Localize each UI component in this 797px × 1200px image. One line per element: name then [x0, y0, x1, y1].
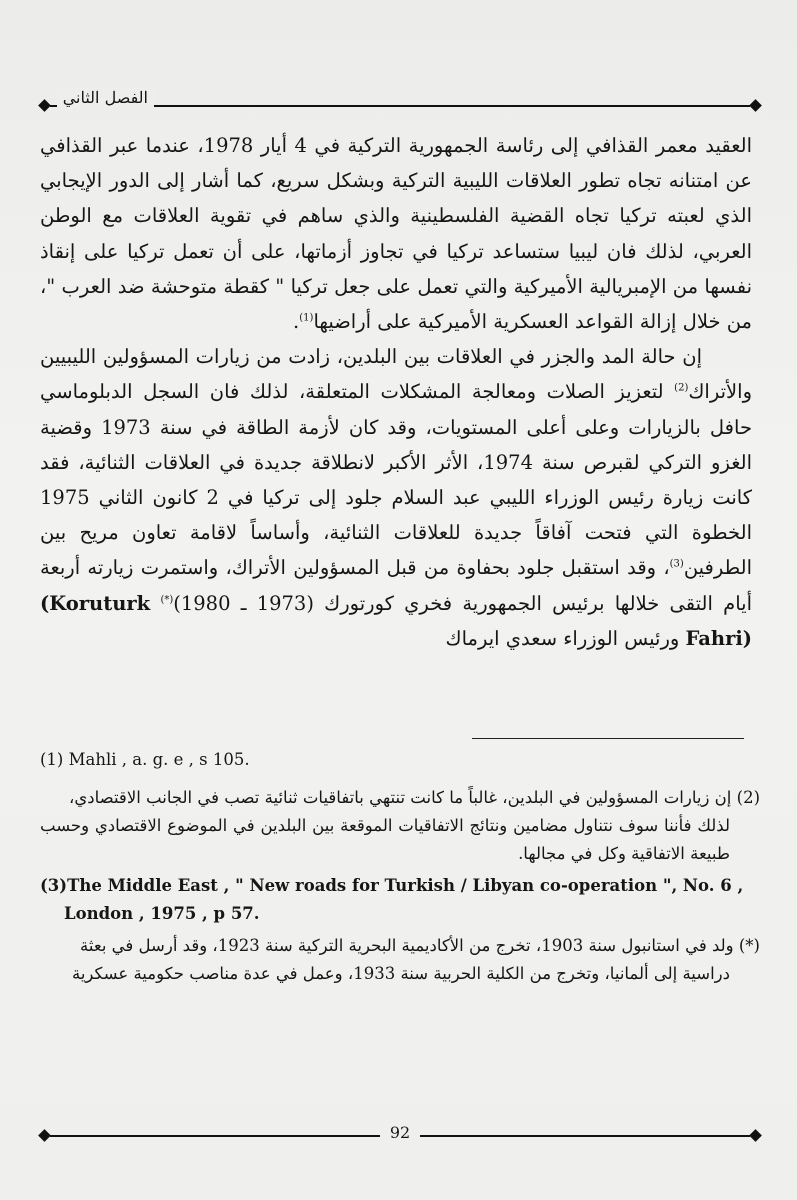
footnote-3-line-2: London , 1975 , p 57.: [64, 904, 260, 923]
footer-left-diamond-icon: [38, 1129, 51, 1142]
footnote-separator: [472, 738, 744, 739]
paragraph-2-part-d: ورئيس الوزراء سعدي ايرماك: [445, 626, 686, 650]
header-left-diamond-icon: [38, 99, 51, 112]
running-header: [40, 90, 760, 120]
paragraph-2-part-b: لتعزيز الصلات ومعالجة المشكلات المتعلقة، لذلك فان السجل الدبلوماسي حافل بالزيارات وعلى أعلى المستويات، وقد كان لأزمة الطاقة في سنة 1973 وقضية الغزو التركي لقبرص سنة 1974، الأثر الأكبر لانطلاقة جديدة في العلاقات الثنائية، فقد كانت زيارة رئيس الوزراء الليبي عبد السلام جلود إلى تركيا في 2 كانون الثاني 1975 الخطوة التي فتحت آفاقاً جديدة للعلاقات الثنائية، وأساساً لاقامة تعاون مريح بين الطرفين: [40, 380, 752, 580]
footnote-1: (1) Mahli , a. g. e , s 105.: [40, 750, 250, 769]
footnote-ref-3: (3): [669, 558, 684, 570]
footnote-ref-1: (1): [299, 312, 314, 324]
header-right-diamond-icon: [749, 99, 762, 112]
main-text: [40, 128, 752, 656]
footnote-star-line-1: (*) ولد في استانبول سنة 1903، تخرج من الأكاديمية البحرية التركية سنة 1923، وقد أرسل في بعثة: [80, 936, 760, 955]
paragraph-1-text: العقيد معمر القذافي إلى رئاسة الجمهورية التركية في 4 أيار 1978، عندما عبر القذافي عن امتنانه تجاه تطور العلاقات الليبية التركية وبشكل سريع، كما أشار إلى الدور الإيجابي الذي لعبته تركيا تجاه القضية الفلسطينية والذي ساهم في تقوية العلاقات مع الوطن العربي، لذلك فان ليبيا ستساعد تركيا في تجاوز أزماتها، على أن تعمل تركيا على إنقاذ نفسها من الإمبريالية الأميركية والتي تعمل على جعل تركيا " كقطة متوحشة ضد العرب "، من خلال إزالة القواعد العسكرية الأميركية على أراضيها: [40, 134, 752, 334]
paragraph-2: [40, 339, 752, 656]
footnote-2-line-1: (2) إن زيارات المسؤولين في البلدين، غالباً ما كانت تنتهي باتفاقيات ثنائية تصب في الجانب الاقتصادي،: [69, 788, 760, 807]
page-footer: [40, 1120, 760, 1150]
latin-name: (Koruturk Fahri): [40, 591, 752, 650]
paragraph-2-part-a: إن حالة المد والجزر في العلاقات بين البلدين، زادت من زيارات المسؤولين الليبيين والأتراك: [40, 345, 752, 404]
footer-rule-right: [420, 1135, 750, 1137]
chapter-title: الفصل الثاني: [57, 88, 154, 107]
footer-right-diamond-icon: [749, 1129, 762, 1142]
footnote-2-rest: لذلك فأننا سوف نتناول مضامين ونتائج الاتفاقيات الموقعة بين البلدين في الموضوع الاقتصادي وحسب طبيعة الاتفاقية وكل في مجالها.: [40, 816, 730, 863]
footnote-ref-2: (2): [674, 382, 689, 394]
page-number: 92: [389, 1123, 411, 1142]
footnote-ref-star: (*): [160, 594, 174, 606]
footnote-3-line-1: (3)The Middle East , " New roads for Turkish / Libyan co-operation ", No. 6 ,: [40, 876, 744, 895]
paragraph-1-end: .: [293, 310, 300, 334]
footnotes: [40, 746, 760, 988]
footnote-star-rest: دراسية إلى ألمانيا، وتخرج من الكلية الحربية سنة 1933، وعمل في عدة مناصب حكومية عسكرية: [71, 964, 730, 983]
paragraph-2-part-c: ، وقد استقبل جلود بحفاوة من قبل المسؤولين الأتراك، واستمرت زيارته أربعة أيام التقى خلالها برئيس الجمهورية فخري كورتورك (1973 ـ 1980): [40, 556, 752, 615]
header-rule: [50, 105, 750, 107]
paragraph-1: [40, 128, 752, 339]
footer-rule-left: [50, 1135, 380, 1137]
